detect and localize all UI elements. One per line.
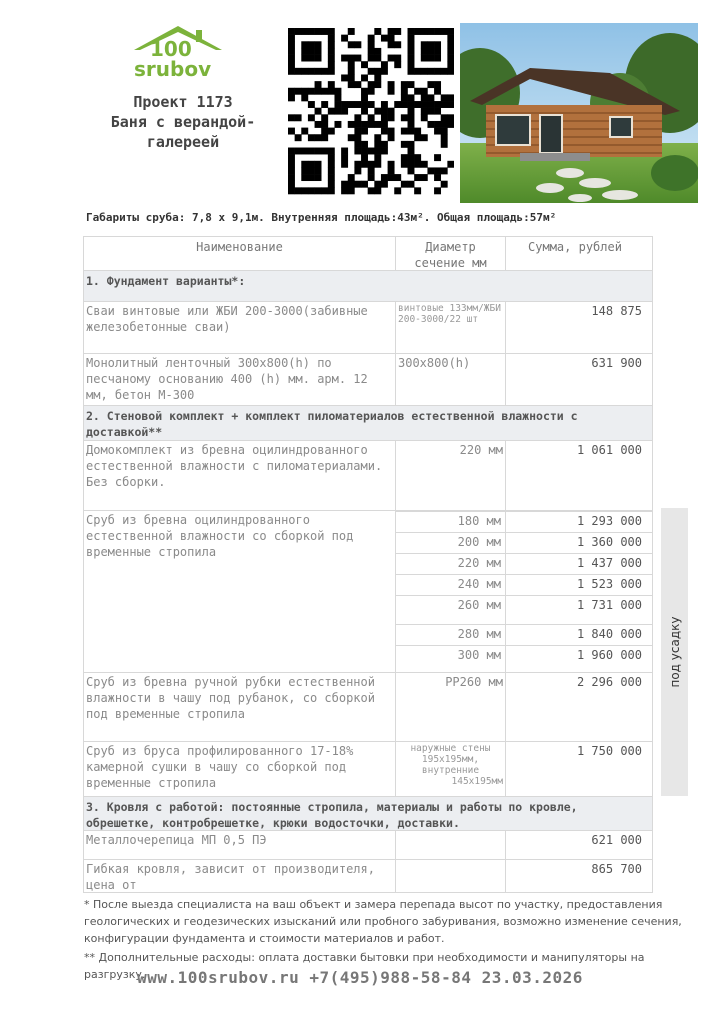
sub-row [396, 624, 652, 645]
sub-sum: 1 360 000 [576, 535, 642, 549]
brand-logo [128, 22, 228, 80]
sub-sum: 1 293 000 [576, 514, 642, 528]
footnote-2: ** Дополнительные расходы: оплата доставки бытовки при необходимости и манипуляторы на разгрузку. [84, 951, 645, 981]
project-number: Проект 1173 [133, 93, 233, 111]
row-diameter: 220 мм [396, 441, 506, 510]
sub-diameter: 280 мм [396, 625, 506, 645]
sub-diameter: 200 мм [396, 533, 506, 553]
sub-sum: 1 523 000 [576, 577, 642, 591]
sub-sum: 1 960 000 [576, 648, 642, 662]
table-header-row [83, 236, 653, 271]
row-name: Домокомплект из бревна оцилиндрованного естественной влажности с пиломатериалами. Без сборки. [84, 441, 396, 510]
header-diameter-line1: Диаметр [425, 240, 476, 254]
project-name-line2: галереей [146, 133, 220, 151]
table-row [83, 302, 653, 354]
section-foundation: 1. Фундамент варианты*: [83, 271, 653, 302]
qr-code[interactable] [288, 28, 454, 196]
row-sum: 1 061 000 [576, 443, 642, 457]
row-diameter [396, 742, 506, 796]
diameter-line: 145х195мм [451, 776, 503, 787]
project-name-line1: Баня с верандой- [110, 113, 256, 131]
sub-sum: 1 437 000 [576, 556, 642, 570]
side-label [661, 508, 688, 796]
row-diameter: 300х800(h) [396, 354, 506, 405]
table-row [83, 354, 653, 406]
footnote-1: * После выезда специалиста на ваш объект и замера перепада высот по участку, предоставления геологических и геодезических изысканий или пробного забуривания, возможно изменение сечения, конфигурации фундамента и стоимости материалов и работ. [84, 898, 682, 945]
sub-diameter: 240 мм [396, 575, 506, 595]
sub-diameter: 180 мм [396, 512, 506, 532]
dimensions-line: Габариты сруба: 7,8 х 9,1м. Внутренняя площадь:43м². Общая площадь:57м² [86, 211, 557, 224]
project-title [78, 92, 288, 152]
sub-row [396, 553, 652, 574]
sub-diameter: 300 мм [396, 646, 506, 673]
sub-diameter: 220 мм [396, 554, 506, 574]
sub-sum: 1 731 000 [576, 598, 642, 612]
price-table [83, 236, 653, 893]
sub-row [396, 574, 652, 595]
header-sum: Сумма, рублей [528, 240, 622, 254]
footer-contacts[interactable]: www.100srubov.ru +7(495)988-58-84 23.03.2026 [137, 968, 583, 987]
row-name: Сруб из бревна оцилиндрованного естественной влажности со сборкой под временные стропила [84, 511, 396, 672]
side-label-text: под усадку [667, 616, 682, 688]
row-name: Металлочерепица МП 0,5 ПЭ [84, 831, 396, 859]
row-diameter: винтовые 133мм/ЖБИ 200-3000/22 шт [396, 302, 506, 353]
sub-diameter: 260 мм [396, 596, 506, 624]
row-diameter [396, 831, 506, 859]
table-row [83, 441, 653, 511]
row-sum: 865 700 [591, 862, 642, 876]
diameter-line: внутренние [421, 765, 480, 776]
row-sum: 621 000 [591, 833, 642, 847]
table-row [83, 831, 653, 860]
table-row [83, 860, 653, 893]
row-name: Монолитный ленточный 300х800(h) по песчаному основанию 400 (h) мм. арм. 12 мм, бетон М-300 [84, 354, 396, 405]
row-sum: 631 900 [591, 356, 642, 370]
row-diameter [396, 860, 506, 892]
table-row [83, 742, 653, 797]
sub-sum: 1 840 000 [576, 627, 642, 641]
sub-row [396, 511, 652, 532]
row-name: Сруб из бруса профилированного 17-18% камерной сушки в чашу со сборкой под временные стропила [84, 742, 396, 796]
header-name: Наименование [84, 237, 396, 270]
table-row-multi [83, 511, 653, 673]
section-roof: 3. Кровля с работой: постоянные стропила, материалы и работы по кровле, обрешетке, контробрешетке, крюки водосточки, доставки. [83, 797, 653, 831]
row-diameter: РР260 мм [396, 673, 506, 741]
house-photo [460, 23, 698, 203]
logo-word: srubov [134, 57, 212, 80]
diameter-line: наружные стены [410, 743, 491, 754]
table-row [83, 673, 653, 742]
sub-row [396, 532, 652, 553]
row-sum: 148 875 [591, 304, 642, 318]
row-name: Сваи винтовые или ЖБИ 200-3000(забивные железобетонные сваи) [84, 302, 396, 353]
row-sum: 2 296 000 [576, 675, 642, 689]
row-sum: 1 750 000 [576, 744, 642, 758]
header-diameter-line2: сечение мм [414, 256, 487, 270]
row-name: Гибкая кровля, зависит от производителя, цена от [84, 860, 396, 892]
logo-number: 100 [150, 37, 192, 61]
diameter-line: 195х195мм, [421, 754, 480, 765]
sub-row [396, 595, 652, 624]
header-diameter [396, 237, 506, 270]
sub-row [396, 645, 652, 673]
row-name: Сруб из бревна ручной рубки естественной влажности в чашу под рубанок, со сборкой под временные стропила [84, 673, 396, 741]
section-walls: 2. Стеновой комплект + комплект пиломатериалов естественной влажности с доставкой** [83, 406, 653, 441]
